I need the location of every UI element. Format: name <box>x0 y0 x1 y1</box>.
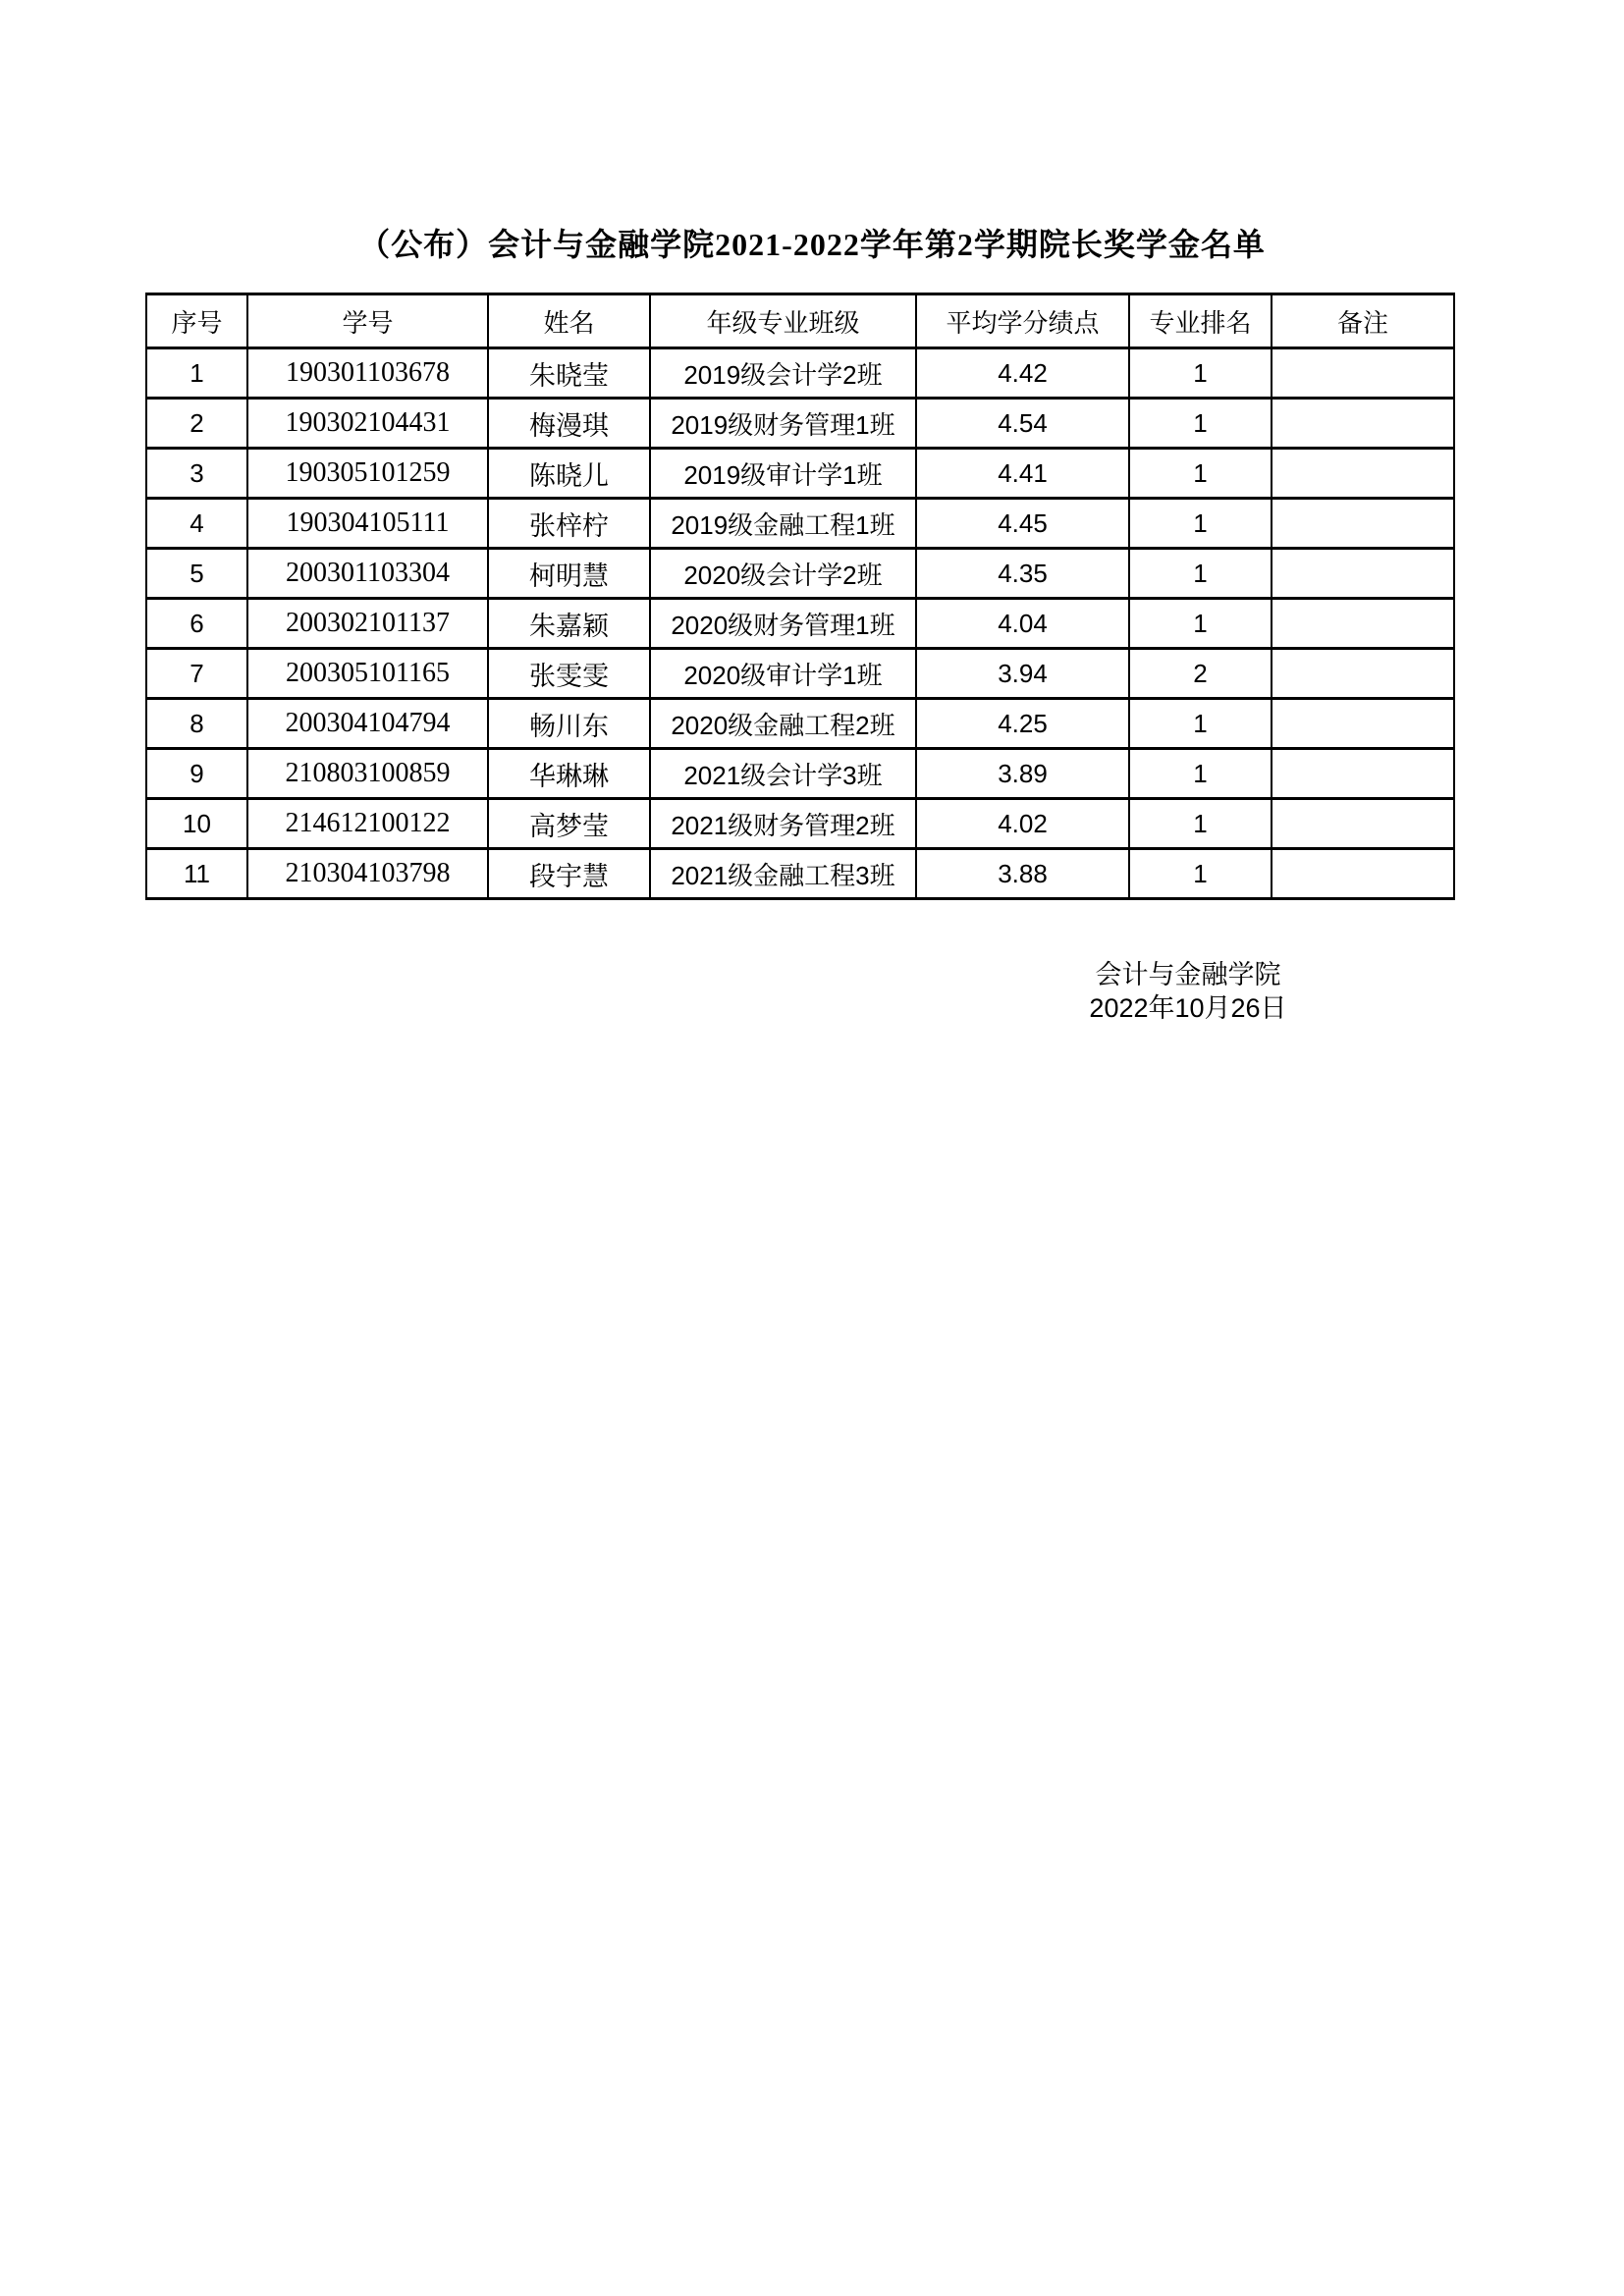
table-cell: 4.35 <box>916 549 1129 599</box>
scholarship-table <box>145 293 1455 900</box>
column-header-3: 年级专业班级 <box>650 294 916 348</box>
table-row <box>146 399 1454 449</box>
table-cell: 190302104431 <box>247 399 488 449</box>
column-header-5: 专业排名 <box>1129 294 1272 348</box>
table-cell: 4.02 <box>916 799 1129 849</box>
table-cell: 4.45 <box>916 499 1129 549</box>
table-row <box>146 799 1454 849</box>
table-cell: 华琳琳 <box>488 749 650 799</box>
column-header-6: 备注 <box>1272 294 1454 348</box>
table-cell: 4.25 <box>916 699 1129 749</box>
table-cell: 高梦莹 <box>488 799 650 849</box>
table-cell: 2 <box>146 399 247 449</box>
table-cell: 2019级审计学1班 <box>650 449 916 499</box>
table-cell: 畅川东 <box>488 699 650 749</box>
table-cell: 2021级会计学3班 <box>650 749 916 799</box>
table-cell: 陈晓儿 <box>488 449 650 499</box>
table-cell: 8 <box>146 699 247 749</box>
table-cell <box>1272 549 1454 599</box>
table-row <box>146 599 1454 649</box>
signature-date: 2022年10月26日 <box>1089 993 1287 1023</box>
table-cell: 柯明慧 <box>488 549 650 599</box>
table-cell <box>1272 399 1454 449</box>
table-cell: 9 <box>146 749 247 799</box>
table-cell: 2019级财务管理1班 <box>650 399 916 449</box>
table-cell: 1 <box>1129 449 1272 499</box>
column-header-4: 平均学分绩点 <box>916 294 1129 348</box>
table-cell: 1 <box>1129 348 1272 399</box>
table-cell <box>1272 749 1454 799</box>
signature-block <box>1031 958 1345 1025</box>
table-cell: 段宇慧 <box>488 849 650 899</box>
table-cell: 张雯雯 <box>488 649 650 699</box>
table-cell: 梅漫琪 <box>488 399 650 449</box>
table-cell: 3.94 <box>916 649 1129 699</box>
table-cell: 1 <box>1129 499 1272 549</box>
table-cell: 2020级会计学2班 <box>650 549 916 599</box>
table-cell: 190305101259 <box>247 449 488 499</box>
table-row <box>146 749 1454 799</box>
column-header-2: 姓名 <box>488 294 650 348</box>
table-cell: 1 <box>1129 599 1272 649</box>
table-cell <box>1272 849 1454 899</box>
table-cell: 5 <box>146 549 247 599</box>
table-cell: 4.04 <box>916 599 1129 649</box>
table-cell: 190304105111 <box>247 499 488 549</box>
table-cell: 2 <box>1129 649 1272 699</box>
table-cell: 2021级财务管理2班 <box>650 799 916 849</box>
table-row <box>146 849 1454 899</box>
table-cell: 200304104794 <box>247 699 488 749</box>
table-cell: 200301103304 <box>247 549 488 599</box>
table-cell: 1 <box>1129 849 1272 899</box>
table-cell: 214612100122 <box>247 799 488 849</box>
table-cell: 4.42 <box>916 348 1129 399</box>
table-row <box>146 699 1454 749</box>
table-cell: 200305101165 <box>247 649 488 699</box>
table-cell: 1 <box>1129 749 1272 799</box>
table-cell: 2020级审计学1班 <box>650 649 916 699</box>
table-cell: 190301103678 <box>247 348 488 399</box>
table-body <box>146 348 1454 899</box>
table-cell: 2020级金融工程2班 <box>650 699 916 749</box>
page-title: （公布）会计与金融学院2021-2022学年第2学期院长奖学金名单 <box>358 227 1266 262</box>
table-cell: 10 <box>146 799 247 849</box>
table-cell: 4.41 <box>916 449 1129 499</box>
table-row <box>146 449 1454 499</box>
table-cell: 2019级会计学2班 <box>650 348 916 399</box>
table-cell: 1 <box>1129 399 1272 449</box>
table-cell: 210803100859 <box>247 749 488 799</box>
table-cell: 3.89 <box>916 749 1129 799</box>
table-cell: 1 <box>1129 799 1272 849</box>
table-cell: 1 <box>146 348 247 399</box>
table-cell <box>1272 649 1454 699</box>
column-header-0: 序号 <box>146 294 247 348</box>
table-cell: 1 <box>1129 549 1272 599</box>
table-cell: 2019级金融工程1班 <box>650 499 916 549</box>
table-cell: 7 <box>146 649 247 699</box>
table-cell: 200302101137 <box>247 599 488 649</box>
table-row <box>146 348 1454 399</box>
table-cell: 3 <box>146 449 247 499</box>
table-cell <box>1272 449 1454 499</box>
table-header <box>146 294 1454 348</box>
signature-org: 会计与金融学院 <box>1095 960 1281 989</box>
table-cell <box>1272 699 1454 749</box>
table-cell: 210304103798 <box>247 849 488 899</box>
table-cell: 朱嘉颖 <box>488 599 650 649</box>
table-cell: 朱晓莹 <box>488 348 650 399</box>
table-cell: 2020级财务管理1班 <box>650 599 916 649</box>
table-row <box>146 549 1454 599</box>
table-cell <box>1272 799 1454 849</box>
table-row <box>146 649 1454 699</box>
table-cell: 6 <box>146 599 247 649</box>
table-cell: 张梓柠 <box>488 499 650 549</box>
table-cell <box>1272 348 1454 399</box>
table-cell: 4 <box>146 499 247 549</box>
table-cell: 1 <box>1129 699 1272 749</box>
table-cell: 4.54 <box>916 399 1129 449</box>
table-cell <box>1272 499 1454 549</box>
table-cell <box>1272 599 1454 649</box>
table-cell: 11 <box>146 849 247 899</box>
table-header-row <box>146 294 1454 348</box>
column-header-1: 学号 <box>247 294 488 348</box>
table-cell: 2021级金融工程3班 <box>650 849 916 899</box>
table-row <box>146 499 1454 549</box>
table-cell: 3.88 <box>916 849 1129 899</box>
